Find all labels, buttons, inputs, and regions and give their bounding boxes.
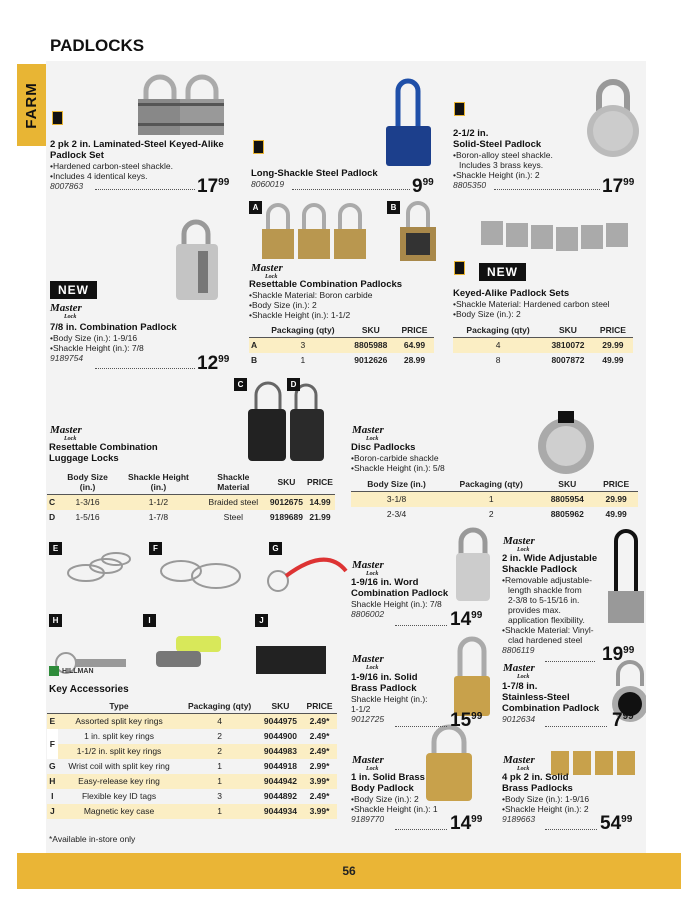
- masterlock-logo: Master Lock: [503, 535, 535, 553]
- label-a: A: [249, 201, 262, 214]
- solid-steel-padlock-image: [587, 82, 639, 157]
- masterlock-logo: Master Lock: [352, 559, 384, 577]
- price: $9^{99}$: [412, 176, 434, 197]
- masterlock-logo: Master Lock: [352, 424, 384, 442]
- price-leader: [545, 829, 597, 830]
- table-row[interactable]: 2-3/4 2 8805962 49.99: [386, 509, 627, 519]
- masterlock-logo: Master Lock: [352, 653, 384, 671]
- product-combination-padlock[interactable]: 7/8 in. Combination Padlock •Body Size (in.): 1-9/16 •Shackle Height (in.): 7/8 9189754: [50, 322, 177, 363]
- availability-note: *Available in-store only: [49, 834, 136, 844]
- price: $54^{99}$: [600, 813, 633, 834]
- price: $14^{99}$: [450, 813, 483, 834]
- disc-padlock-image: [538, 411, 594, 474]
- label-b: B: [387, 201, 400, 214]
- label-h: H: [49, 614, 62, 627]
- label-f: F: [149, 542, 162, 555]
- page-footer: [17, 853, 681, 889]
- table-row[interactable]: B 1 9012626 28.99: [251, 355, 426, 365]
- long-shackle-padlock-image: [386, 81, 431, 166]
- price: $19^{99}$: [602, 644, 635, 665]
- masterlock-logo: Master Lock: [503, 754, 535, 772]
- masterlock-logo: Master Lock: [503, 662, 535, 680]
- product-brass-padlocks-4pk[interactable]: 4 pk 2 in. Solid Brass Padlocks •Body Size (in.): 1-9/16 •Shackle Height (in.): 2 9189663: [502, 772, 590, 824]
- split-key-rings-image: [68, 553, 346, 591]
- resettable-combination-padlocks-image: [262, 203, 436, 261]
- luggage-locks-table: Body Size (in.) Shackle Height (in.) Shackle Material SKU PRICE C 1-3/16 1-1/2 Braided steel 9012675 14.99 D 1-5/16 1-7/8 Steel 9189689 21.99: [47, 470, 335, 525]
- keyed-alike-padlocks-image: [481, 221, 628, 251]
- adjustable-shackle-padlock-image: [608, 531, 644, 623]
- page-number: 56: [342, 864, 356, 878]
- farm-section-tab[interactable]: FARM: [17, 64, 46, 146]
- price-leader: [395, 625, 447, 626]
- product-keyed-alike-padlock-sets[interactable]: Keyed-Alike Padlock Sets •Shackle Material: Hardened carbon steel •Body Size (in.): 2: [453, 288, 610, 319]
- solid-brass-padlock-image: [454, 639, 490, 716]
- key-accessories-table: Type Packaging (qty) SKU PRICE E Assorted split key rings 4 9044975 2.49* F 1 in. split key rings 2 9044900 2.49* 1-1/2 in. split key rings 2 9044983 2.49* G Wrist coil with split key ring 1 9044918 2.99* H Easy-release key ring 1 9044942 3.99* I Flexible key ID tags 3 9044892 2.49* J Magnetic key case 1 9044934 3.99*: [47, 699, 337, 819]
- price: $17^{99}$: [602, 176, 635, 197]
- product-adjustable-shackle-padlock[interactable]: 2 in. Wide Adjustable Shackle Padlock •Removable adjustable- length shackle from 2-3/8 to 5-15/16 in. provides max. application flexibility. •Shackle Material: Vinyl- clad hardened steel 8806119: [502, 553, 598, 655]
- price: $15^{99}$: [450, 710, 483, 731]
- new-badge: NEW: [50, 281, 97, 299]
- masterlock-logo: Master Lock: [50, 424, 82, 442]
- laminated-padlock-image: [138, 77, 224, 135]
- label-e: E: [49, 542, 62, 555]
- price-leader: [494, 189, 600, 190]
- table-row[interactable]: F 1 in. split key rings 2 9044900 2.49*: [47, 729, 337, 744]
- label-j: J: [255, 614, 268, 627]
- power-pack-icon: [52, 111, 63, 125]
- table-row[interactable]: D 1-5/16 1-7/8 Steel 9189689 21.99: [49, 512, 331, 522]
- price-leader: [545, 726, 607, 727]
- price: $12^{99}$: [197, 353, 230, 374]
- price-leader: [292, 189, 410, 190]
- page-title: PADLOCKS: [50, 36, 145, 55]
- table-row[interactable]: 3-1/8 1 8805954 29.99: [351, 492, 638, 507]
- product-word-combination-padlock[interactable]: 1-9/16 in. Word Combination Padlock Shackle Height (in.): 7/8 8806002: [351, 577, 449, 619]
- power-pack-icon: [253, 140, 264, 154]
- table-row[interactable]: E Assorted split key rings 4 9044975 2.49*: [47, 714, 337, 729]
- product-laminated-padlock-set[interactable]: 2 pk 2 in. Laminated-Steel Keyed-Alike Padlock Set •Hardened carbon-steel shackle. •Includes 4 identical keys. 8007863: [50, 139, 224, 191]
- table-row[interactable]: G Wrist coil with split key ring 1 9044918 2.99*: [49, 761, 330, 771]
- product-resettable-combination-padlocks[interactable]: Resettable Combination Padlocks •Shackle Material: Boron carbide •Body Size (in.): 2 •Shackle Height (in.): 1-1/2: [249, 279, 403, 320]
- new-badge: NEW: [479, 263, 526, 281]
- product-solid-steel-padlock[interactable]: 2-1/2 in. Solid-Steel Padlock •Boron-alloy steel shackle. Includes 3 brass keys. •Shackle Height (in.): 2 8805350: [453, 128, 553, 190]
- table-row[interactable]: C 1-3/16 1-1/2 Braided steel 9012675 14.99: [47, 495, 335, 510]
- price-leader: [545, 661, 595, 662]
- table-row[interactable]: J Magnetic key case 1 9044934 3.99*: [47, 804, 337, 819]
- price-leader: [395, 726, 447, 727]
- table-row[interactable]: I Flexible key ID tags 3 9044892 2.49*: [51, 791, 330, 801]
- table-row[interactable]: 1-1/2 in. split key rings 2 9044983 2.49*: [47, 744, 337, 759]
- price-leader: [95, 368, 195, 369]
- masterlock-logo: Master Lock: [352, 754, 384, 772]
- resettable-padlocks-table: Packaging (qty) SKU PRICE A 3 8805988 64.99 B 1 9012626 28.99: [249, 323, 434, 368]
- power-pack-icon: [454, 261, 465, 275]
- word-combination-padlock-image: [456, 530, 490, 601]
- masterlock-logo: Master Lock: [50, 302, 82, 320]
- disc-padlocks-table: Body Size (in.) Packaging (qty) SKU PRICE 3-1/8 1 8805954 29.99 2-3/4 2 8805962 49.99: [351, 477, 638, 522]
- label-c: C: [234, 378, 247, 391]
- product-stainless-combination-padlock[interactable]: 1-7/8 in. Stainless-Steel Combination Padlock 9012634: [502, 681, 600, 724]
- product-disc-padlocks[interactable]: Disc Padlocks •Boron-carbide shackle •Shackle Height (in.): 5/8: [351, 442, 445, 473]
- table-row[interactable]: 4 3810072 29.99: [453, 338, 633, 353]
- price-leader: [95, 189, 195, 190]
- price: $17^{99}$: [197, 176, 230, 197]
- power-pack-icon: [454, 102, 465, 116]
- price-leader: [395, 829, 447, 830]
- price: $7^{99}$: [612, 710, 634, 731]
- luggage-locks-image: [248, 383, 324, 461]
- price: $14^{99}$: [450, 609, 483, 630]
- table-row[interactable]: H Easy-release key ring 1 9044942 3.99*: [47, 774, 337, 789]
- product-luggage-locks[interactable]: Resettable Combination Luggage Locks: [49, 442, 158, 464]
- key-accessories-title: Key Accessories: [49, 684, 129, 695]
- label-d: D: [287, 378, 300, 391]
- masterlock-logo: Master Lock: [251, 262, 283, 280]
- product-solid-brass-padlock[interactable]: 1-9/16 in. Solid Brass Padlock Shackle Height (in.): 1-1/2 9012725: [351, 672, 428, 724]
- label-g: G: [269, 542, 282, 555]
- key-accessories-image: [56, 636, 326, 674]
- table-row[interactable]: 8 8007872 49.99: [495, 355, 624, 365]
- label-i: I: [143, 614, 156, 627]
- product-brass-body-padlock[interactable]: 1 in. Solid Brass Body Padlock •Body Size (in.): 2 •Shackle Height (in.): 1 9189770: [351, 772, 438, 824]
- table-row[interactable]: A 3 8805988 64.99: [249, 338, 434, 353]
- keyed-alike-table: Packaging (qty) SKU PRICE 4 3810072 29.99 8 8007872 49.99: [453, 323, 633, 368]
- combination-padlock-image: [176, 222, 218, 300]
- product-long-shackle-padlock[interactable]: Long-Shackle Steel Padlock 8060019: [251, 168, 378, 189]
- hillman-logo: HILLMAN: [49, 666, 94, 676]
